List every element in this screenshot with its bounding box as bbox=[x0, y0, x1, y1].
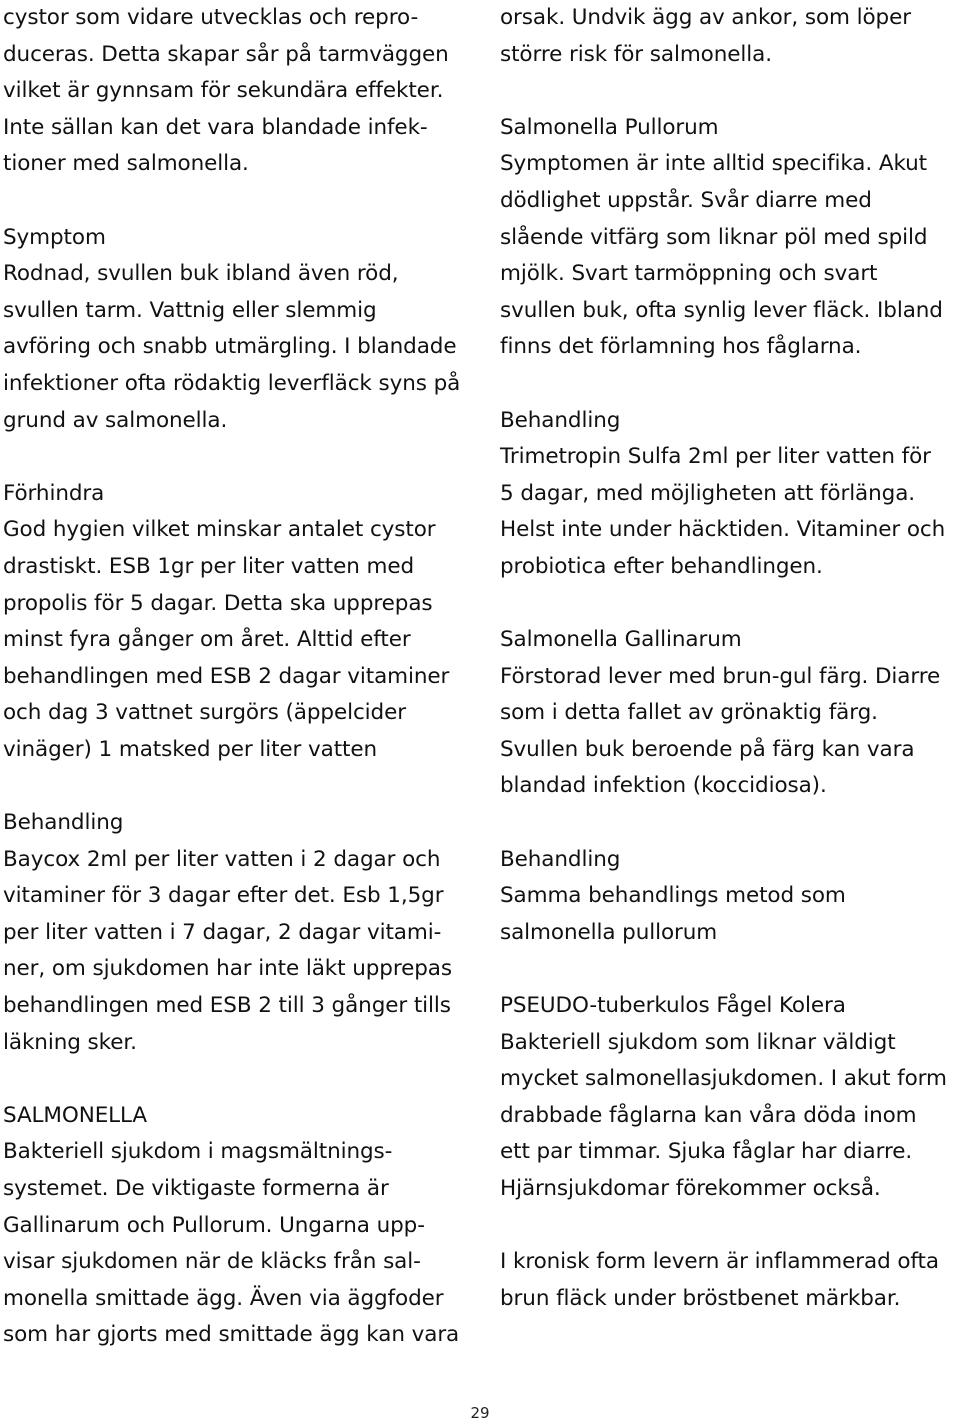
section-heading: Symptom bbox=[3, 224, 106, 250]
text-line: Förstorad lever med brun-gul färg. Diarre bbox=[500, 663, 941, 689]
paragraph-gap bbox=[500, 1208, 960, 1245]
text-line: dödlighet uppstår. Svår diarre med bbox=[500, 187, 872, 213]
text-line: drastiskt. ESB 1gr per liter vatten med bbox=[3, 553, 415, 579]
paragraph-gap bbox=[500, 586, 960, 623]
text-line: som har gjorts med smittade ägg kan vara bbox=[3, 1322, 460, 1348]
section-heading: Förhindra bbox=[3, 480, 105, 506]
text-line: duceras. Detta skapar sår på tarmväggen bbox=[3, 41, 449, 67]
text-line: systemet. De viktigaste formerna är bbox=[3, 1176, 389, 1201]
paragraph-gap bbox=[3, 1061, 481, 1098]
text-line: Hjärnsjukdomar förekommer också. bbox=[500, 1176, 881, 1201]
text-line: brun fläck under bröstbenet märkbar. bbox=[500, 1285, 901, 1311]
text-line: Svullen buk beroende på färg kan vara bbox=[500, 736, 915, 762]
text-line: avföring och snabb utmärgling. I blandade bbox=[3, 334, 457, 360]
text-line: monella smittade ägg. Även via äggfoder bbox=[3, 1285, 444, 1311]
section-heading: Behandling bbox=[500, 846, 621, 872]
text-line: behandlingen med ESB 2 till 3 gånger tills bbox=[3, 993, 451, 1019]
text-line: I kronisk form levern är inflammerad ofta bbox=[500, 1249, 939, 1275]
text-line: Symptomen är inte alltid specifika. Akut bbox=[500, 151, 928, 177]
text-line: per liter vatten i 7 dagar, 2 dagar vitami- bbox=[3, 919, 442, 945]
text-line: probiotica efter behandlingen. bbox=[500, 553, 823, 579]
text-line: som i detta fallet av grönaktig färg. bbox=[500, 700, 878, 726]
text-line: vitaminer för 3 dagar efter det. Esb 1,5gr bbox=[3, 883, 444, 909]
text-line: Trimetropin Sulfa 2ml per liter vatten för bbox=[500, 444, 931, 470]
text-line: Bakteriell sjukdom i magsmältnings- bbox=[3, 1139, 393, 1165]
section-heading: Salmonella Gallinarum bbox=[500, 627, 742, 653]
text-line: Inte sällan kan det vara blandade infek- bbox=[3, 114, 428, 140]
text-line: drabbade fåglarna kan våra döda inom bbox=[500, 1102, 917, 1128]
text-line: blandad infektion (koccidiosa). bbox=[500, 773, 827, 799]
text-line: vinäger) 1 matsked per liter vatten bbox=[3, 736, 378, 762]
text-line: Bakteriell sjukdom som liknar väldigt bbox=[500, 1029, 896, 1055]
text-line: tioner med salmonella. bbox=[3, 151, 249, 177]
section-heading: Behandling bbox=[500, 407, 621, 433]
text-line: svullen tarm. Vattnig eller slemmig bbox=[3, 297, 377, 323]
text-line: Rodnad, svullen buk ibland även röd, bbox=[3, 261, 399, 287]
text-line: vilket är gynnsam för sekundära effekter. bbox=[3, 78, 444, 104]
section-heading: PSEUDO-tuberkulos Fågel Kolera bbox=[500, 993, 846, 1019]
text-line: större risk för salmonella. bbox=[500, 41, 772, 67]
text-line: läkning sker. bbox=[3, 1029, 137, 1055]
text-line: minst fyra gånger om året. Alttid efter bbox=[3, 627, 411, 653]
text-line: grund av salmonella. bbox=[3, 407, 228, 433]
text-line: mycket salmonellasjukdomen. I akut form bbox=[500, 1066, 947, 1092]
text-line: Gallinarum och Pullorum. Ungarna upp- bbox=[3, 1212, 425, 1238]
page-number: 29 bbox=[470, 1404, 490, 1422]
right-column bbox=[500, 0, 960, 1317]
text-line: och dag 3 vattnet surgörs (äppelcider bbox=[3, 700, 406, 726]
text-line: slående vitfärg som liknar pöl med spild bbox=[500, 224, 928, 250]
paragraph-gap bbox=[3, 768, 481, 805]
text-line: infektioner ofta rödaktig leverfläck syns på bbox=[3, 370, 461, 396]
text-line: svullen buk, ofta synlig lever fläck. Ibland bbox=[500, 297, 943, 323]
paragraph-gap bbox=[3, 183, 481, 220]
text-line: orsak. Undvik ägg av ankor, som löper bbox=[500, 5, 911, 30]
text-line: mjölk. Svart tarmöppning och svart bbox=[500, 261, 878, 287]
text-line: Helst inte under häcktiden. Vitaminer och bbox=[500, 517, 946, 543]
paragraph-gap bbox=[500, 805, 960, 842]
section-heading: Behandling bbox=[3, 810, 124, 836]
left-column bbox=[3, 0, 481, 1354]
text-line: God hygien vilket minskar antalet cystor bbox=[3, 517, 436, 543]
text-line: 5 dagar, med möjligheten att förlänga. bbox=[500, 480, 916, 506]
text-line: finns det förlamning hos fåglarna. bbox=[500, 334, 862, 360]
paragraph-gap bbox=[500, 951, 960, 988]
paragraph-gap bbox=[3, 439, 481, 476]
paragraph-gap bbox=[500, 366, 960, 403]
text-line: behandlingen med ESB 2 dagar vitaminer bbox=[3, 663, 450, 689]
text-line: cystor som vidare utvecklas och repro- bbox=[3, 5, 419, 30]
paragraph-gap bbox=[500, 73, 960, 110]
section-heading: SALMONELLA bbox=[3, 1102, 148, 1128]
text-line: ner, om sjukdomen har inte läkt upprepas bbox=[3, 956, 452, 982]
text-line: Samma behandlings metod som bbox=[500, 883, 846, 909]
text-line: ett par timmar. Sjuka fåglar har diarre. bbox=[500, 1139, 913, 1165]
text-line: visar sjukdomen när de kläcks från sal- bbox=[3, 1249, 421, 1275]
text-line: salmonella pullorum bbox=[500, 919, 718, 945]
text-line: propolis för 5 dagar. Detta ska upprepas bbox=[3, 590, 433, 616]
section-heading: Salmonella Pullorum bbox=[500, 114, 719, 140]
text-line: Baycox 2ml per liter vatten i 2 dagar och bbox=[3, 846, 441, 872]
